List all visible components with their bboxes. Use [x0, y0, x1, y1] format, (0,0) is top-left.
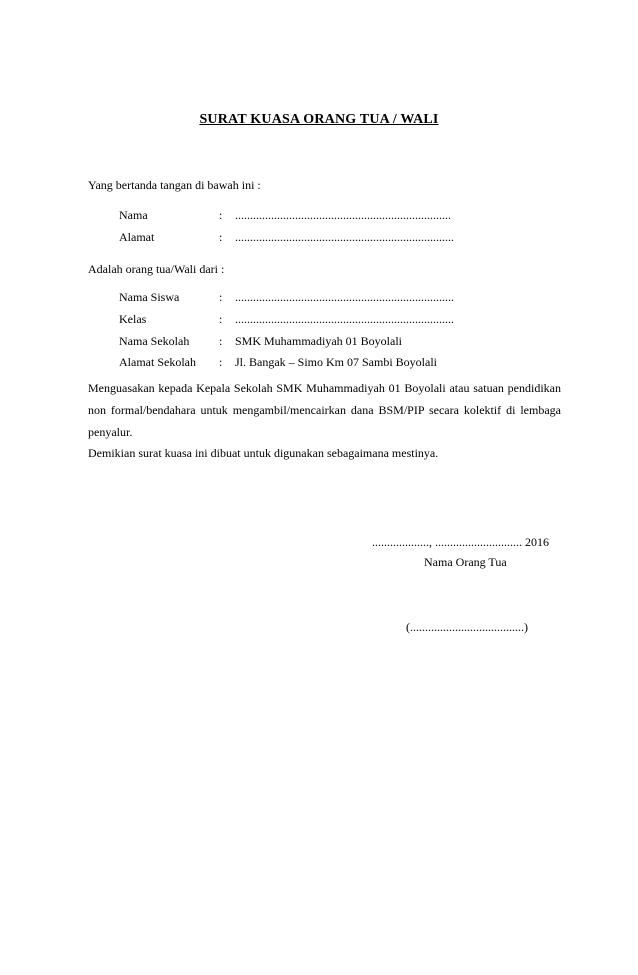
body-line-2: non formal/bendahara untuk mengambil/mencairkan dana BSM/PIP secara kolektif di lembaga — [88, 403, 561, 417]
student-name-row — [119, 290, 454, 305]
parent-address-row — [119, 230, 454, 245]
field-value: SMK Muhammadiyah 01 Boyolali — [235, 334, 402, 348]
body-line-1: Menguasakan kepada Kepala Sekolah SMK Muhammadiyah 01 Boyolali atau satuan pendidikan — [88, 381, 561, 395]
field-colon: : — [219, 290, 223, 304]
field-value: ......................................................................... — [235, 230, 454, 244]
closing-text: Demikian surat kuasa ini dibuat untuk digunakan sebagaimana mestinya. — [88, 446, 439, 460]
field-value: ......................................................................... — [235, 312, 454, 326]
field-colon: : — [219, 355, 223, 369]
parent-name-row — [119, 208, 451, 223]
field-colon: : — [219, 334, 223, 348]
field-label: Nama — [119, 208, 148, 222]
school-address-row — [119, 355, 437, 370]
intro-text: Yang bertanda tangan di bawah ini : — [88, 178, 261, 192]
field-label: Kelas — [119, 312, 147, 326]
relation-text: Adalah orang tua/Wali dari : — [88, 262, 225, 276]
field-colon: : — [219, 230, 223, 244]
letter-title: SURAT KUASA ORANG TUA / WALI — [199, 112, 439, 127]
signature-line: (......................................) — [406, 620, 528, 634]
body-line-3: penyalur. — [88, 425, 133, 439]
field-label: Nama Siswa — [119, 290, 180, 304]
student-class-row — [119, 312, 454, 327]
field-colon: : — [219, 208, 223, 222]
signer-title: Nama Orang Tua — [424, 555, 507, 569]
field-label: Alamat Sekolah — [119, 355, 196, 369]
field-colon: : — [219, 312, 223, 326]
date-line: ..................., ............................. 2016 — [372, 535, 549, 549]
field-value: ........................................................................ — [235, 208, 451, 222]
field-value: Jl. Bangak – Simo Km 07 Sambi Boyolali — [235, 355, 438, 369]
school-name-row — [119, 334, 402, 349]
field-label: Nama Sekolah — [119, 334, 190, 348]
field-value: ......................................................................... — [235, 290, 454, 304]
field-label: Alamat — [119, 230, 155, 244]
